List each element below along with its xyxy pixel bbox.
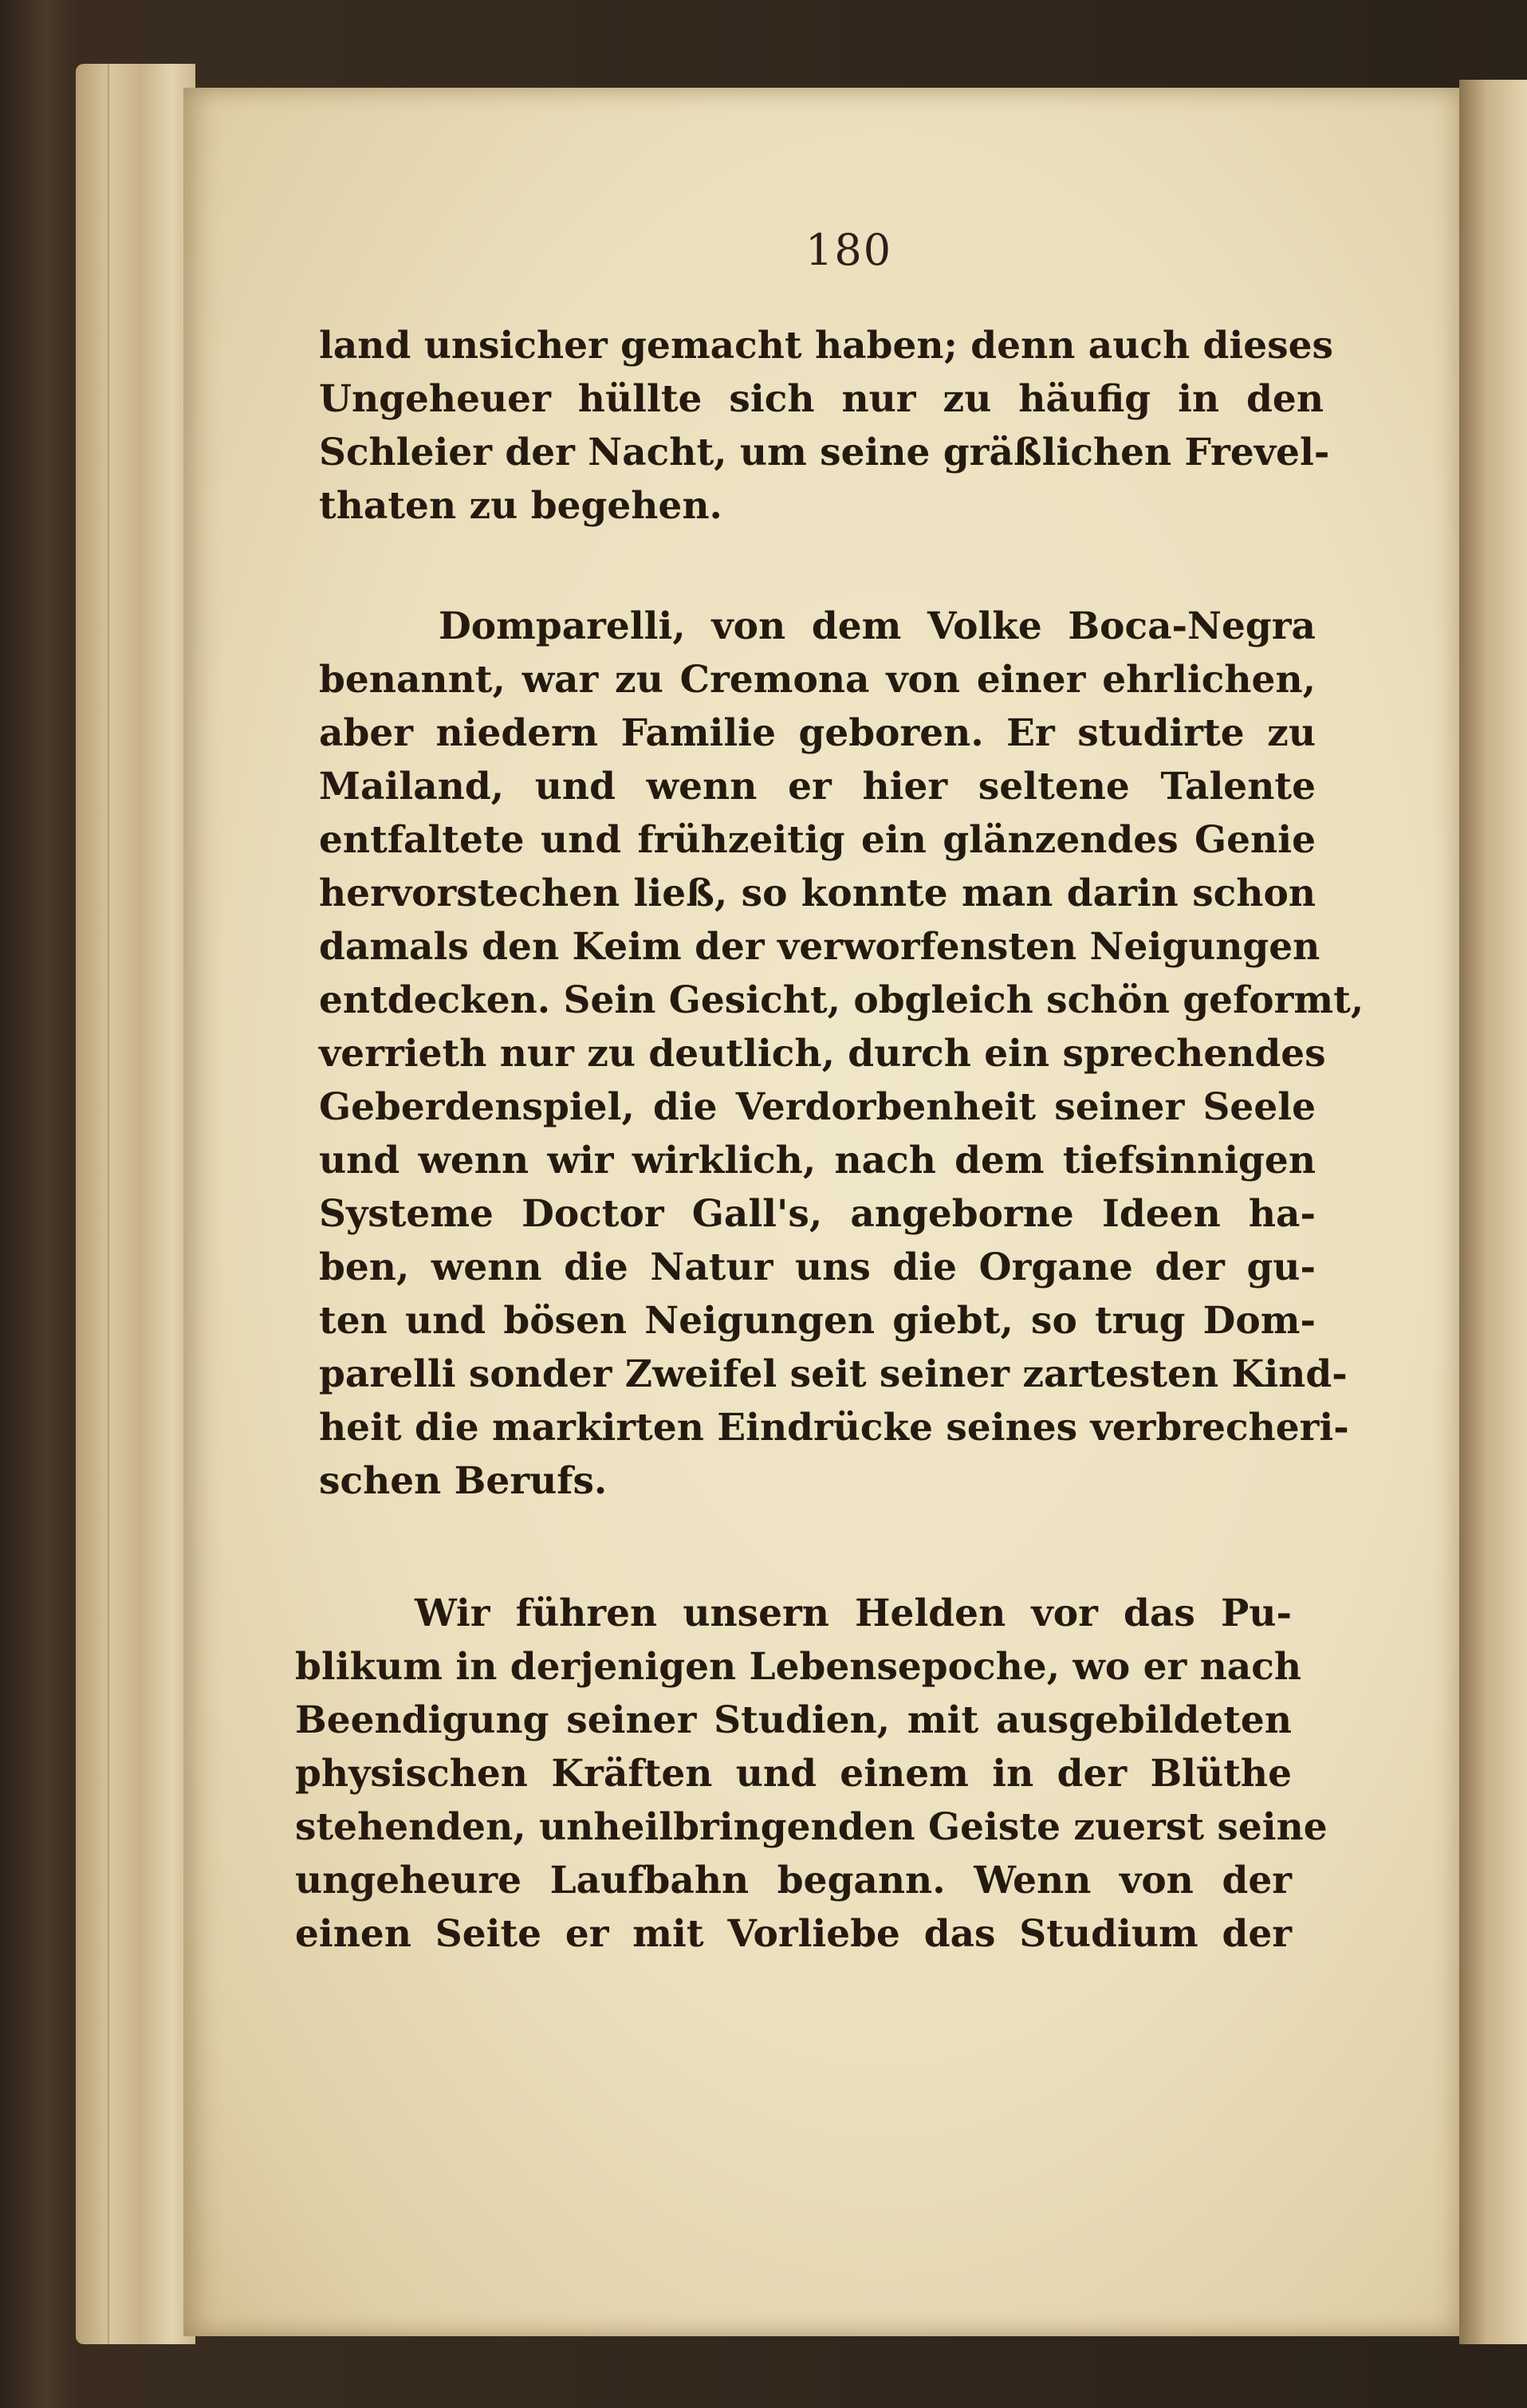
paragraph-1	[319, 319, 1333, 533]
text-line: Mailand, und wenn er hier seltene Talente	[319, 765, 1316, 809]
text-line: hervorstechen ließ, so konnte man darin schon	[319, 872, 1316, 915]
text-line: damals den Keim der verworfensten Neigungen	[319, 925, 1320, 969]
text-line: Beendigung seiner Studien, mit ausgebildeten	[295, 1698, 1292, 1742]
text-line: land unsicher gemacht haben; denn auch dieses	[319, 324, 1333, 368]
right-page-edge	[1459, 80, 1527, 2344]
paragraph-3	[295, 1587, 1328, 1961]
text-line: verrieth nur zu deutlich, durch ein sprechendes	[319, 1032, 1326, 1076]
text-line: Geberdenspiel, die Verdorbenheit seiner Seele	[319, 1085, 1316, 1129]
paragraph-2	[319, 600, 1364, 1508]
text-line: ten und bösen Neigungen giebt, so trug Dom-	[319, 1299, 1316, 1343]
text-line: entfaltete und frühzeitig ein glänzendes Genie	[319, 818, 1316, 862]
text-line: Schleier der Nacht, um seine gräßlichen Frevel-	[319, 431, 1330, 474]
text-line: einen Seite er mit Vorliebe das Studium der	[295, 1912, 1292, 1956]
text-line: entdecken. Sein Gesicht, obgleich schön geformt,	[319, 978, 1364, 1022]
left-page-edges	[76, 64, 195, 2344]
text-line: schen Berufs.	[319, 1459, 608, 1503]
text-line: heit die markirten Eindrücke seines verbrecheri-	[319, 1406, 1349, 1450]
text-line: und wenn wir wirklich, nach dem tiefsinnigen	[319, 1139, 1316, 1182]
text-line: benannt, war zu Cremona von einer ehrlichen,	[319, 658, 1316, 702]
text-line: ungeheure Laufbahn begann. Wenn von der	[295, 1859, 1292, 1902]
page-number: 180	[805, 225, 893, 275]
text-line: Ungeheuer hüllte sich nur zu häufig in den	[319, 377, 1324, 421]
text-line: Wir führen unsern Helden vor das Pu-	[415, 1592, 1292, 1635]
text-line: blikum in derjenigen Lebensepoche, wo er nach	[295, 1645, 1302, 1689]
text-line: Domparelli, von dem Volke Boca-Negra	[439, 604, 1316, 648]
text-line: parelli sonder Zweifel seit seiner zartesten Kind-	[319, 1352, 1348, 1396]
text-line: Systeme Doctor Gall's, angeborne Ideen ha-	[319, 1192, 1316, 1236]
text-line: ben, wenn die Natur uns die Organe der gu-	[319, 1245, 1316, 1289]
text-line: stehenden, unheilbringenden Geiste zuerst seine	[295, 1805, 1328, 1849]
text-line: aber niedern Familie geboren. Er studirte zu	[319, 711, 1316, 755]
text-line: physischen Kräften und einem in der Blüthe	[295, 1752, 1292, 1796]
text-line: thaten zu begehen.	[319, 484, 722, 528]
